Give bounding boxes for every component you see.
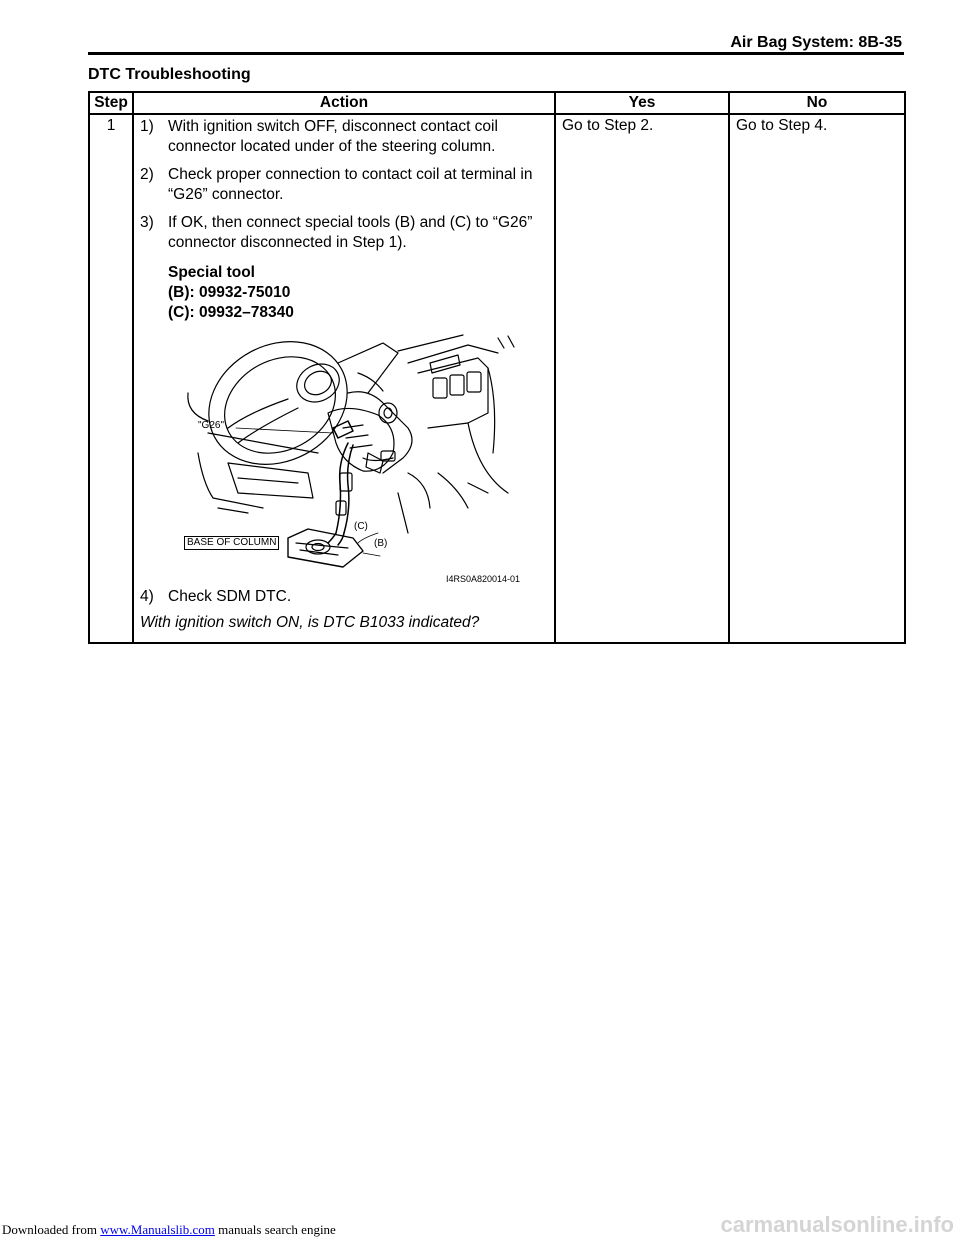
header-no: No — [729, 92, 905, 114]
steering-column-illustration — [168, 333, 560, 587]
footer-prefix: Downloaded from — [2, 1222, 101, 1237]
section-title: DTC Troubleshooting — [88, 66, 251, 83]
page-header — [88, 6, 904, 55]
action-item — [140, 165, 548, 205]
action-text: With ignition switch OFF, disconnect contact coil connector located under of the steering column. — [168, 118, 498, 155]
label-base-of-column: BASE OF COLUMN — [184, 536, 279, 550]
label-b: (B) — [374, 538, 388, 549]
header-action: Action — [133, 92, 555, 114]
table-row — [89, 114, 905, 643]
action-text: If OK, then connect special tools (B) and (C) to “G26” connector disconnected in Step 1). — [168, 214, 533, 251]
figure-id: I4RS0A820014-01 — [446, 574, 521, 584]
special-tool-title: Special tool — [168, 264, 255, 281]
action-number: 4) — [140, 588, 154, 605]
action-item — [140, 587, 548, 607]
label-g26: "G26" — [198, 420, 225, 431]
dtc-troubleshooting-table — [88, 91, 906, 644]
special-tool-b: (B): 09932-75010 — [168, 284, 291, 301]
watermark: carmanualsonline.info — [720, 1212, 954, 1237]
header-yes: Yes — [555, 92, 729, 114]
action-cell — [133, 114, 555, 643]
manualslib-link[interactable]: www.Manualslib.com — [100, 1222, 215, 1237]
question-text: With ignition switch ON, is DTC B1033 indicated? — [140, 614, 480, 631]
action-number: 3) — [140, 214, 154, 231]
no-result: Go to Step 4. — [729, 114, 905, 643]
special-tool-block — [140, 263, 548, 323]
action-item — [140, 213, 548, 253]
download-footer — [2, 1222, 336, 1238]
yes-result: Go to Step 2. — [555, 114, 729, 643]
action-number: 1) — [140, 118, 154, 135]
table-header-row — [89, 92, 905, 114]
step-number: 1 — [89, 114, 133, 643]
action-text: Check proper connection to contact coil at terminal in “G26” connector. — [168, 166, 533, 203]
label-c: (C) — [354, 521, 368, 532]
footer-suffix: manuals search engine — [214, 1222, 336, 1237]
special-tool-c: (C): 09932–78340 — [168, 304, 294, 321]
header-step: Step — [89, 92, 133, 114]
action-item — [140, 117, 548, 157]
action-number: 2) — [140, 166, 154, 183]
action-text: Check SDM DTC. — [168, 588, 292, 605]
header-title: Air Bag System: 8B-35 — [730, 34, 902, 51]
